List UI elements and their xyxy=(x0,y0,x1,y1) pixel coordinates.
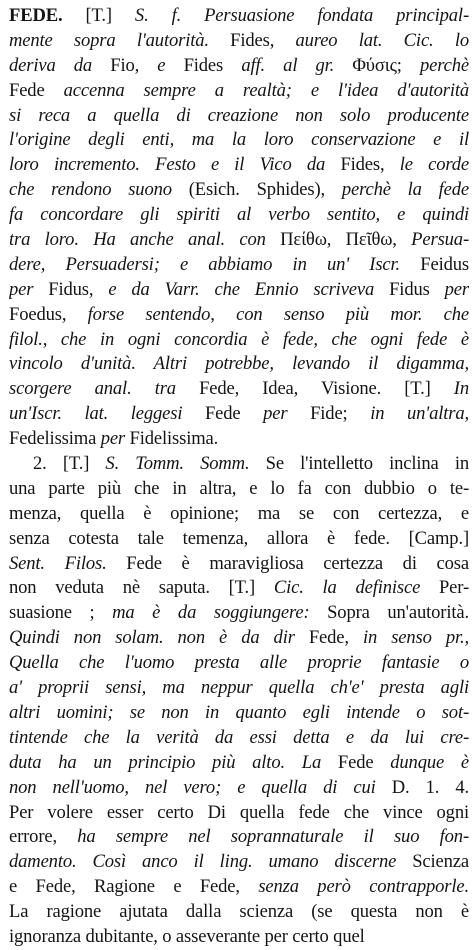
text-line xyxy=(9,178,469,203)
text-segment: D. 1. 4. xyxy=(375,776,469,798)
text-segment: Fede è maravigliosa certezza di cosa xyxy=(106,552,469,574)
text-segment: mente sopra l'autorità. xyxy=(9,29,209,51)
text-segment: perchè la fede xyxy=(341,179,469,201)
text-segment: Fede, xyxy=(294,627,363,649)
text-segment: tintende che la verità da essi detta e da lui cre- xyxy=(9,726,469,748)
text-segment: e Fede, Ragione e Fede, xyxy=(9,876,259,898)
text-line xyxy=(9,278,469,303)
text-segment: che rendono suono xyxy=(9,179,172,201)
text-segment: accenna sempre a realtà; e l'idea d'autorità xyxy=(63,79,469,101)
text-segment: Fede xyxy=(182,403,264,425)
text-line xyxy=(9,850,469,875)
text-segment: In xyxy=(453,378,469,400)
text-segment: un'Iscr. lat. leggesi xyxy=(9,403,183,425)
text-segment: menza, quella è opinione; ma se con certezza, e xyxy=(9,502,469,524)
text-line xyxy=(9,726,469,751)
text-segment: scorgere anal. tra xyxy=(9,378,176,400)
text-line xyxy=(9,776,469,801)
text-line xyxy=(9,751,469,776)
text-segment: filol., che in ogni concordia è fede, che ogni fede è xyxy=(9,328,469,350)
text-segment: forse sentendo, con senso più mor. che xyxy=(87,303,469,325)
text-segment: si reca a quella di creazione non solo producente xyxy=(9,104,469,126)
text-segment: suasione ; xyxy=(9,602,113,624)
text-segment: damento. Così anco il ling. umano discerne xyxy=(9,851,397,873)
text-segment: senza però contrapporle. xyxy=(258,876,469,898)
text-line xyxy=(9,104,469,129)
text-line xyxy=(9,4,469,29)
text-segment: Se l'intelletto inclina in xyxy=(249,453,469,475)
text-segment: in un'altra, xyxy=(370,403,469,425)
text-segment: Fides, xyxy=(208,29,296,51)
text-line xyxy=(9,253,469,278)
text-line xyxy=(9,900,469,925)
text-line xyxy=(9,427,469,452)
text-segment: Sent. Filos. xyxy=(9,552,107,574)
text-segment: a' proprii sensi, ma neppur quella ch'e' presta agli xyxy=(9,677,469,699)
text-segment: Quindi non solam. non è da dir xyxy=(9,627,295,649)
text-line xyxy=(9,651,469,676)
text-line xyxy=(9,552,469,577)
text-segment: fa concordare gli spiriti al verbo sentito, e quindi xyxy=(9,204,469,226)
text-segment: Scienza xyxy=(396,851,469,873)
text-line xyxy=(9,402,469,427)
text-segment: ma è da soggiungere: xyxy=(112,602,310,624)
text-line xyxy=(9,875,469,900)
text-line xyxy=(9,29,469,54)
text-segment: e xyxy=(157,54,166,76)
text-segment: Fidus xyxy=(374,278,445,300)
text-segment: La ragione ajutata dalla scienza (se questa non è xyxy=(9,901,469,923)
text-line xyxy=(9,352,469,377)
text-segment: per xyxy=(9,278,34,300)
text-line xyxy=(9,676,469,701)
text-line xyxy=(9,328,469,353)
text-segment: 2. [T.] xyxy=(33,453,106,475)
text-segment: senza cotesta tale temenza, allora è fede. [Camp.] xyxy=(9,527,469,549)
text-segment: per xyxy=(444,278,469,300)
text-segment: una parte più che in altra, e lo fa con dubbio o te- xyxy=(9,477,469,499)
text-segment: per xyxy=(100,428,126,450)
text-line xyxy=(9,303,469,328)
text-segment: e da Varr. che Ennio scriveva xyxy=(108,278,375,300)
text-line xyxy=(9,925,469,950)
text-segment: Fidus, xyxy=(33,278,109,300)
text-segment: le corde xyxy=(399,154,469,176)
text-segment: Quella che l'uomo presta alle proprie fantasie o xyxy=(9,652,469,674)
text-segment: Feidus xyxy=(400,253,469,275)
text-segment: Πείθω, Πεῖθω, xyxy=(265,229,412,251)
text-segment: tra loro. Ha anche anal. con xyxy=(9,229,266,251)
text-segment: [T.] xyxy=(62,5,135,26)
text-segment: altri uomini; se non in quanto egli intende o sot- xyxy=(9,701,469,723)
text-line xyxy=(9,527,469,552)
text-segment: Fide; xyxy=(287,403,371,425)
text-line xyxy=(9,701,469,726)
text-segment: Persua- xyxy=(411,229,469,251)
text-segment: Φύσις; xyxy=(334,54,420,76)
text-line xyxy=(9,203,469,228)
text-segment: Cic. la definisce xyxy=(273,577,421,599)
text-segment: Sopra un'autorità. xyxy=(309,602,469,624)
text-line xyxy=(9,576,469,601)
text-line xyxy=(9,54,469,79)
text-line xyxy=(9,377,469,402)
text-line xyxy=(9,502,469,527)
text-segment: in senso pr., xyxy=(362,627,469,649)
text-segment: S. Tomm. Somm. xyxy=(105,453,250,475)
text-segment: per xyxy=(263,403,288,425)
text-segment: (Esich. Sphides), xyxy=(171,179,342,201)
text-segment: Fedelissima xyxy=(9,428,101,450)
text-segment: non nell'uomo, nel vero; e quella di cui xyxy=(9,776,376,798)
text-segment: dere, Persuadersi; e abbiamo in un' Iscr. xyxy=(9,253,401,275)
text-segment: duta ha un principio più alto. La xyxy=(9,751,322,773)
text-segment: non veduta nè saputa. [T.] xyxy=(9,577,274,599)
dictionary-entry-fede xyxy=(9,4,469,950)
text-line xyxy=(9,79,469,104)
text-segment: S. f. Persuasione fondata principal- xyxy=(134,5,469,26)
text-segment: Per- xyxy=(420,577,469,599)
text-segment: aff. al gr. xyxy=(241,54,335,76)
text-line xyxy=(9,128,469,153)
text-segment: vincolo d'unità. Altri potrebbe, levando il digamma, xyxy=(9,353,469,375)
text-segment: l'origine degli enti, ma la loro conservazione e il xyxy=(9,129,469,151)
text-segment: Fides, xyxy=(325,154,400,176)
text-segment: Fidelissima. xyxy=(125,428,219,450)
text-segment: loro incremento. Festo e il Vico da xyxy=(9,154,326,176)
text-segment: errore, xyxy=(9,826,78,848)
text-segment: Foedus, xyxy=(9,303,88,325)
text-line xyxy=(9,825,469,850)
text-line xyxy=(9,477,469,502)
text-segment: Fede xyxy=(9,79,64,101)
text-segment: Fio, xyxy=(92,54,158,76)
text-segment: dunque è xyxy=(390,751,469,773)
text-line xyxy=(9,626,469,651)
text-segment: ignoranza dubitante, o asseverante per certo quel xyxy=(9,925,365,947)
text-segment: Fides xyxy=(165,54,242,76)
text-line xyxy=(9,601,469,626)
text-segment: ha sempre nel soprannaturale il suo fon- xyxy=(77,826,469,848)
text-segment: Fede xyxy=(321,751,391,773)
text-line xyxy=(9,452,469,477)
headword: FEDE. xyxy=(9,5,63,26)
text-segment: deriva da xyxy=(9,54,93,76)
text-segment: Fede, Idea, Visione. [T.] xyxy=(175,378,454,400)
text-segment: aureo lat. Cic. lo xyxy=(295,29,469,51)
text-line xyxy=(9,228,469,253)
text-segment: Per volere esser certo Di quella fede che vince ogni xyxy=(9,801,469,823)
text-line xyxy=(9,153,469,178)
text-segment: perchè xyxy=(420,54,469,76)
